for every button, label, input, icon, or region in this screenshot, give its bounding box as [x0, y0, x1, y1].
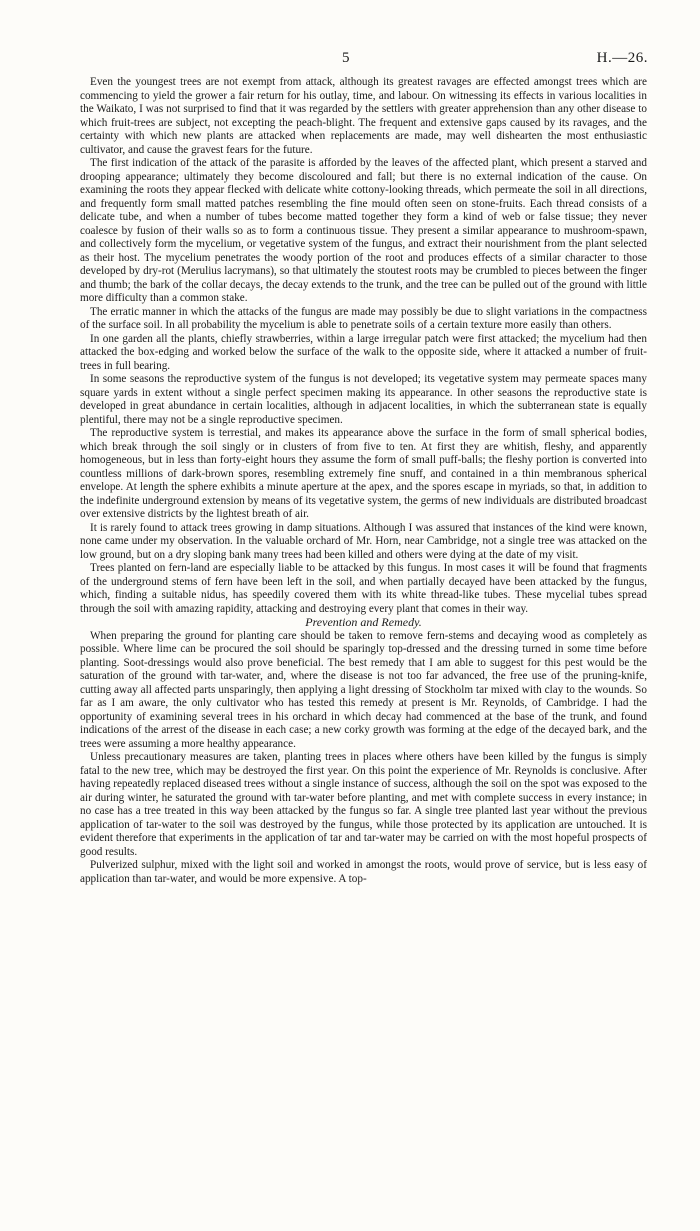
- paragraph: The reproductive system is terrestial, and makes its appearance above the surface in the form of small spherical bodies, which break through the soil singly or in clusters of from five to ten. At first they are whitish, fleshy, and apparently homogeneous, but in less than forty-eight hours they assume the form of small puff-balls; the fleshy portion is converted into countless millions of dark-brown spores, resembling extremely fine snuff, and contained in a thin membranous spherical envelope. At length the sphere exhibits a minute aperture at the apex, and the spores escape in myriads, so that, in addition to the indefinite underground extension by means of its vegetative system, the germs of new individuals are distributed broadcast over extensive districts by the lightest breath of air.: [80, 427, 647, 520]
- page-header: [0, 50, 700, 70]
- body-text: [80, 76, 647, 886]
- document-reference: H.—26.: [596, 50, 648, 66]
- page-number: 5: [342, 50, 350, 66]
- paragraph: In one garden all the plants, chiefly strawberries, within a large irregular patch were first attacked; the mycelium had then attacked the box-edging and worked below the surface of the walk to the opposite side, where it attacked a number of fruit-trees in full bearing.: [80, 332, 647, 372]
- section-heading: Prevention and Remedy.: [305, 615, 422, 629]
- paragraph: In some seasons the reproductive system of the fungus is not developed; its vegetative system may permeate spaces many square yards in extent without a single perfect specimen making its appearance. In other seasons the reproductive state is developed in great abundance in certain localities, although in adjacent localities, in which the subterranean state is equally plentiful, there may not be a single reproductive specimen.: [80, 373, 647, 426]
- paragraph: The erratic manner in which the attacks of the fungus are made may possibly be due to slight variations in the compactness of the surface soil. In all probability the mycelium is able to penetrate soils of a certain texture more easily than others.: [80, 305, 647, 331]
- paragraph: The first indication of the attack of the parasite is afforded by the leaves of the affected plant, which present a starved and drooping appearance; ultimately they become discoloured and fall; but there is no external indication of the cause. On examining the roots they appear flecked with delicate white cottony-looking threads, which permeate the soil in all directions, and frequently form small matted patches resembling the fine mould often seen on stone-fruits. Each thread consists of a delicate tube, and when a number of tubes become matted together they form a kind of web or false tissue; they never coalesce by fusion of their walls so as to form a continuous tissue. They present a similar appearance to mushroom-spawn, and collectively form the mycelium, or vegetative system of the fungus, and extract their nourishment from the plant selected as their host. The mycelium penetrates the woody portion of the root and produces effects of a similar character to those developed by dry-rot (Merulius lacrymans), so that ultimately the stoutest roots may be crumbled to pieces between the finger and thumb; the bark of the collar decays, the decay extends to the trunk, and the tree can be pulled out of the ground with little more difficulty than a common stake.: [80, 157, 647, 304]
- paragraph: Pulverized sulphur, mixed with the light soil and worked in amongst the roots, would prove of service, but is less easy of application than tar-water, and would be more expensive. A top-: [80, 859, 647, 885]
- paragraph: When preparing the ground for planting care should be taken to remove fern-stems and decaying wood as completely as possible. Where lime can be procured the soil should be sparingly top-dressed and the dressing turned in some time before planting. Soot-dressings would also prove beneficial. The best remedy that I am able to suggest for this pest would be the saturation of the ground with tar-water, and, where the disease is not too far advanced, the free use of the pruning-knife, cutting away all affected parts unsparingly, then applying a light dressing of Stockholm tar mixed with clay to the wounds. So far as I am aware, the only cultivator who has tested this remedy at present is Mr. Reynolds, of Cambridge. I had the opportunity of examining several trees in his orchard in which decay had commenced at the base of the trunk, and found indications of the arrest of the disease in each case; a new corky growth was forming at the edge of the decayed bark, and the trees were assuming a more healthy appearance.: [80, 629, 647, 750]
- paragraph: Trees planted on fern-land are especially liable to be attacked by this fungus. In most cases it will be found that fragments of the underground stems of fern have been left in the soil, and when partially decayed have been attacked by the fungus, which, finding a suitable nidus, has speedily covered them with its white thread-like tubes. These mycelial tubes spread through the soil with amazing rapidity, attacking and destroying every plant that comes in their way.: [80, 562, 647, 615]
- paragraph: It is rarely found to attack trees growing in damp situations. Although I was assured that instances of the kind were known, none came under my observation. In the valuable orchard of Mr. Horn, near Cambridge, not a single tree was attacked on the low ground, but on a dry sloping bank many trees had been killed and others were dying at the date of my visit.: [80, 521, 647, 561]
- paragraph: Even the youngest trees are not exempt from attack, although its greatest ravages are effected amongst trees which are commencing to yield the grower a fair return for his outlay, time, and labour. On witnessing its effects in various localities in the Waikato, I was not surprised to find that it was regarded by the settlers with greater apprehension than any other disease to which fruit-trees are subject, not excepting the peach-blight. The frequent and extensive gaps caused by its ravages, and the certainty with which new plants are attacked when replacements are made, may well dishearten the most enthusiastic cultivator, and cause the gravest fears for the future.: [80, 76, 647, 156]
- paragraph: Unless precautionary measures are taken, planting trees in places where others have been killed by the fungus is simply fatal to the new tree, which may be destroyed the first year. On this point the experience of Mr. Reynolds is conclusive. After having repeatedly replaced diseased trees without a single instance of success, although the soil on the spot was exposed to the air during winter, he saturated the ground with tar-water before planting, and met with complete success in every instance; in no case has a tree treated in this way been attacked by the fungus so far. A single tree planted last year without the previous application of tar-water to the soil was destroyed by the fungus, while those protected by its application are untouched. It is evident therefore that experiments in the application of tar and tar-water may be carried on with the most hopeful prospects of good results.: [80, 751, 647, 858]
